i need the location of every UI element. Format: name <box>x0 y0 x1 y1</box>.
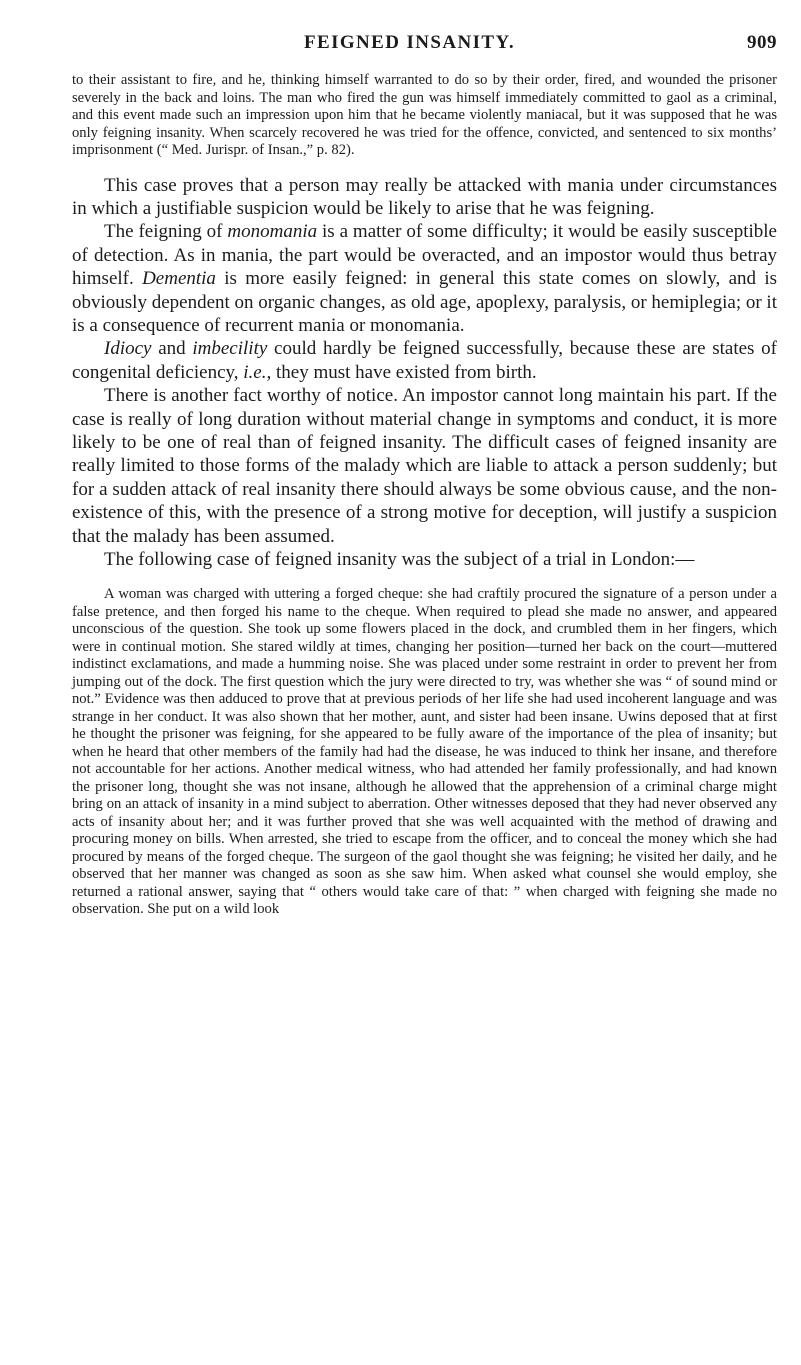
case-continuation-paragraph <box>72 72 777 160</box>
italic-term: i.e., <box>243 361 272 383</box>
forged-cheque-case-paragraph <box>72 586 777 919</box>
italic-term: monomania <box>227 221 318 243</box>
monomania-paragraph <box>72 220 777 384</box>
italic-term: Idiocy <box>104 338 152 360</box>
text-run: could hardly be feigned successfully, because these are states of congenital deficiency, <box>72 338 777 383</box>
text-run: The following case of feigned insanity was the subject of a trial in London:— <box>104 549 695 570</box>
text-run: This case proves that a person may really be attacked with mania under circumstances in which a justifiable suspicion would be likely to arise that he was feigning. <box>72 174 777 219</box>
text-run: There is another fact worthy of notice. An impostor cannot long maintain his part. If the case is really of long duration without material change in symptoms and conduct, it is more likely to be one of real than of feigned insanity. The difficult cases of feigned insanity are really limited to those forms of the malady which are liable to attack a person suddenly; but for a sudden attack of real insanity there should always be some obvious cause, and the non-existence of this, with the presence of a strong motive for deception, will justify a suspicion that the malady has been assumed. <box>72 385 777 547</box>
page-number: 909 <box>747 32 777 53</box>
text-run: and <box>151 338 193 360</box>
body-text <box>72 72 777 919</box>
text-run: The feigning of <box>104 221 228 243</box>
text-run: A woman was charged with uttering a forged cheque: she had craftily procured the signature of a person under a false pretence, and then forged his name to the cheque. When required to plead she made no answer, and appeared unconscious of the question. She took up some flowers placed in the dock, and crumbled them in her fingers, which were in continual motion. She stared wildly at times, changing her position—turned her back on the court—muttered indistinct exclamations, and made a humming noise. She was placed under some restraint in order to prevent her from jumping out of the dock. The first question which the jury were directed to try, was whether she was “ of sound mind or not.” Evidence was then adduced to prove that at previous periods of her life she had used incoherent language and was strange in her conduct. It was also shown that her mother, aunt, and sister had been insane. Uwins deposed that at first he thought the prisoner was feigning, for she appeared to be fully aware of the importance of the plea of insanity; but when he heard that other members of the family had had the disease, he was induced to think her insane, and therefore not accountable for her actions. Another medical witness, who had attended her family professionally, and had known the prisoner long, thought she was not insane, although he allowed that the apprehension of a criminal charge might bring on an attack of insanity in a mind subject to aberration. Other witnesses deposed that they had never observed any acts of insanity about her; and it was further proved that she was well acquainted with the method of drawing and procuring money on bills. When arrested, she tried to escape from the officer, and to conceal the money which she had procured by means of the forged cheque. The surgeon of the gaol thought she was feigning; he visited her daily, and he observed that her manner was changed as soon as she saw him. When asked what counsel she would employ, she returned a rational answer, saying that “ others would take care of that: ” when charged with feigning she made no observation. She put on a wild look <box>72 586 777 918</box>
mania-paragraph <box>72 174 777 221</box>
london-trial-intro-paragraph <box>72 548 777 571</box>
text-run: they must have existed from birth. <box>271 361 537 383</box>
running-title: FEIGNED INSANITY. <box>304 32 516 53</box>
text-run: is a matter of some difficulty; it would be easily susceptible of detection. As in mania, the part would be overacted, and an impostor would thus betray himself. <box>72 221 777 290</box>
text-run: is more easily feigned: in general this state comes on slowly, and is obviously dependent on organic changes, as old age, apoplexy, paralysis, or hemiplegia; or it is a consequence of recurrent mania or monomania. <box>72 268 777 336</box>
impostor-paragraph <box>72 384 777 548</box>
text-run: to their assistant to fire, and he, thinking himself warranted to do so by their order, fired, and wounded the prisoner severely in the back and loins. The man who fired the gun was himself immediately committed to gaol as a criminal, and this event made such an impression upon him that he became violently maniacal, but it was supposed that he was only feigning insanity. When scarcely recovered he was tried for the offence, convicted, and sentenced to six months’ imprisonment (“ Med. Jurispr. of Insan.,” p. 82). <box>72 72 777 158</box>
running-head <box>72 32 777 56</box>
italic-term: Dementia <box>142 268 216 290</box>
italic-term: imbecility <box>192 338 268 360</box>
